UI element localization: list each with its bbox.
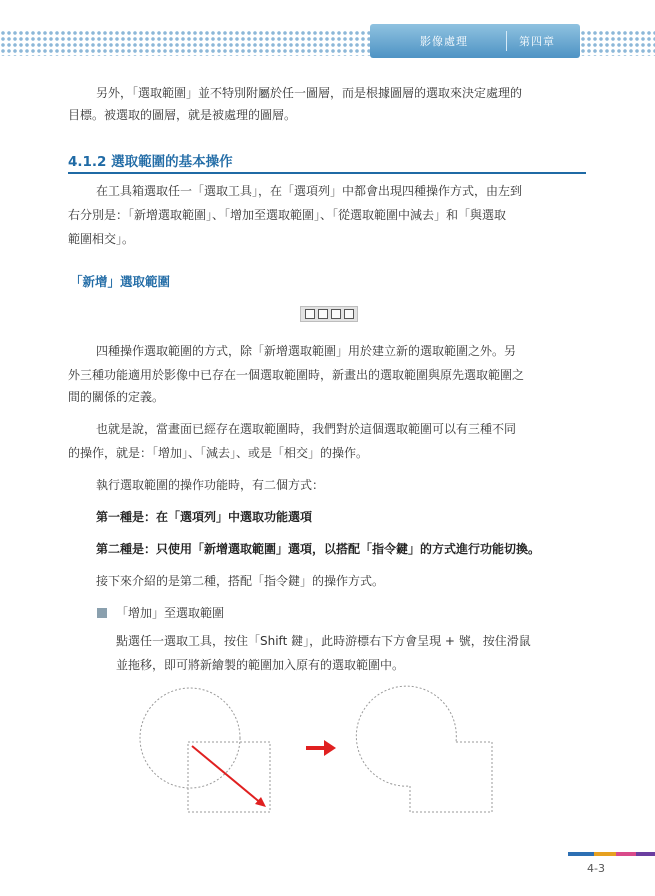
para1-line-2: 右分別是：「新增選取範圍」、「增加至選取範圍」、「從選取範圍中減去」和「與選取 [68, 208, 507, 222]
para3-line-1: 也就是說，當畫面已經存在選取範圍時，我們對於這個選取範圍可以有三種不同 [96, 422, 517, 436]
intro-line-2: 目標。被選取的圖層，就是被處理的圖層。 [68, 108, 297, 122]
para5: 接下來介紹的是第二種，搭配「指令鍵」的操作方式。 [96, 574, 385, 588]
para1-line-3: 範圍相交」。 [68, 232, 135, 246]
bullet-body-line-2: 並拖移，即可將新繪製的範圍加入原有的選取範圍中。 [116, 658, 405, 672]
header-chapter-label: 第四章 [519, 35, 555, 48]
drag-arrow-line [192, 746, 262, 804]
method-one: 第一種是：在「選項列」中選取功能選項 [96, 510, 313, 524]
method-two: 第二種是：只使用「新增選取範圍」選項，以搭配「指令鍵」的方式進行功能切換。 [96, 542, 541, 556]
para1-line-1: 在工具箱選取任一「選取工具」，在「選項列」中都會出現四種操作方式，由左到 [96, 184, 523, 198]
bullet-title: 「增加」至選取範圍 [116, 606, 225, 620]
para4: 執行選取範圍的操作功能時，有二個方式： [96, 478, 325, 492]
para2-line-3: 間的關係的定義。 [68, 390, 165, 404]
intro-line-1: 另外，「選取範圍」並不特別附屬於任一圖層，而是根據圖層的選取來決定處理的 [96, 86, 523, 100]
subheading-new-selection: 「新增」選取範圍 [70, 274, 171, 289]
result-arrow-head [324, 740, 336, 756]
bullet-body-line-1: 點選任一選取工具，按住「Shift 鍵」，此時游標右下方會呈現 + 號，按住滑鼠 [116, 634, 531, 648]
section-heading: 4.1.2 選取範圍的基本操作 [68, 150, 586, 174]
header-section-title: 影像處理 [420, 35, 468, 48]
page-number: 4-3 [587, 862, 605, 875]
para2-line-2: 外三種功能適用於影像中已存在一個選取範圍時，新畫出的選取範圍與原先選取範圍之 [68, 368, 525, 382]
para2-line-1: 四種操作選取範圍的方式，除「新增選取範圍」用於建立新的選取範圍之外。另 [96, 344, 517, 358]
para3-line-2: 的操作，就是：「增加」、「減去」、或是「相交」的操作。 [68, 446, 369, 460]
combined-selection-result [356, 686, 492, 812]
footer-color-bar [568, 852, 655, 856]
